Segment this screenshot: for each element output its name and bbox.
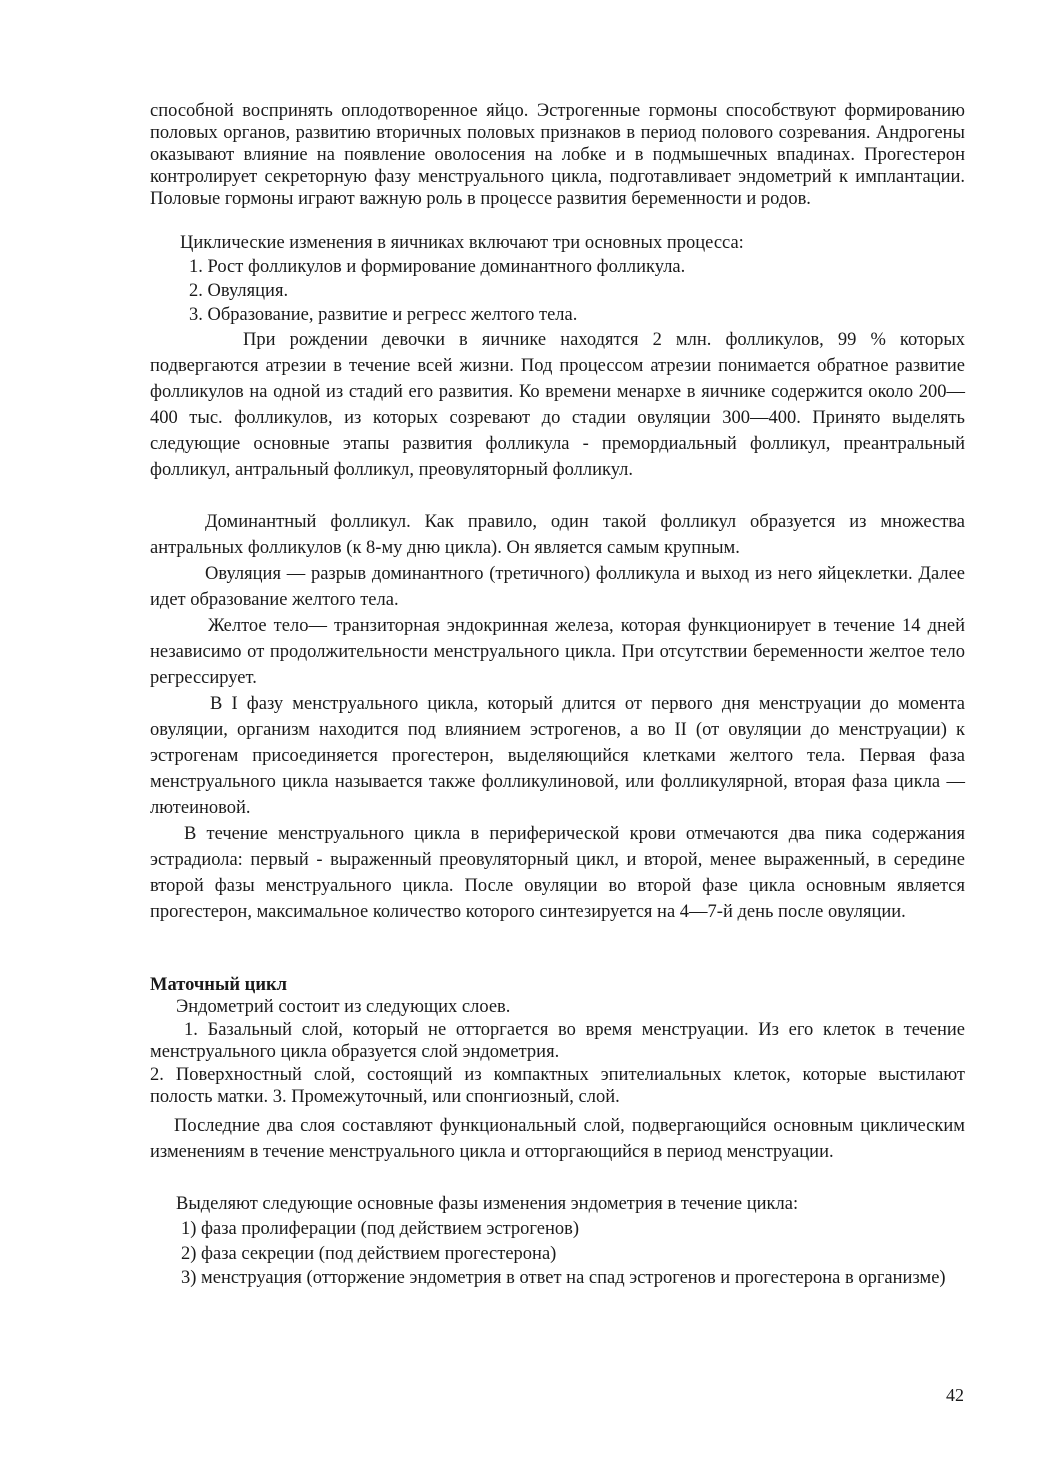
list-item-ovulation: 2. Овуляция. bbox=[189, 281, 289, 301]
paragraph-surface-layer: 2. Поверхностный слой, состоящий из компактных эпителиальных клеток, которые выстилают полость матки. 3. Промежуточный, или спонгиозный, слой. bbox=[150, 1065, 965, 1107]
paragraph-hormones: способной воспринять оплодотворенное яйцо. Эстрогенные гормоны способствуют формированию половых органов, развитию вторичных половых признаков в период полового созревания. Андрогены оказывают влияние на появление оволосения на лобке и в подмышечных впадинах. Прогестерон контролирует секреторную фазу менструального цикла, подготавливает эндометрий к имплантации. Половые гормоны играют важную роль в процессе развития беременности и родов. bbox=[150, 101, 965, 209]
page-number: 42 bbox=[946, 1385, 964, 1405]
list-item-menstruation: 3) менструация (отторжение эндометрия в ответ на спад эстрогенов и прогестерона в организме) bbox=[181, 1268, 946, 1288]
paragraph-cycle-phases: В I фазу менструального цикла, который длится от первого дня менструации до момента овуляции, организм находится под влиянием эстрогенов, а во II (от овуляции до менструации) к эстрогенам присоединяется прогестерон, выделяющийся клетками желтого тела. Первая фаза менструального цикла называется также фолликулиновой, или фолликулярной, вторая фаза цикла — лютеиновой. bbox=[150, 694, 965, 818]
paragraph-follicles-at-birth: При рождении девочки в яичнике находятся 2 млн. фолликулов, 99 % которых подвергаются атрезии в течение всей жизни. Под процессом атрезии понимается обратное развитие фолликулов на одной из стадий его развития. Ко времени менархе в яичнике содержится около 200—400 тыс. фолликулов, из которых созревают до стадии овуляции 300—400. Принято выделять следующие основные этапы развития фолликула - премордиальный фолликул, преантральный фолликул, антральный фолликул, преовуляторный фолликул. bbox=[150, 330, 965, 480]
list-item-proliferation: 1) фаза пролиферации (под действием эстрогенов) bbox=[181, 1219, 580, 1239]
list-item-follicle-growth: 1. Рост фолликулов и формирование доминантного фолликула. bbox=[189, 257, 686, 277]
paragraph-dominant-follicle: Доминантный фолликул. Как правило, один такой фолликул образуется из множества антральных фолликулов (к 8-му дню цикла). Он является самым крупным. bbox=[150, 512, 965, 558]
paragraph-ovarian-cycle-intro: Циклические изменения в яичниках включают три основных процесса: bbox=[180, 233, 744, 253]
paragraph-endometrium-phases-intro: Выделяют следующие основные фазы изменения эндометрия в течение цикла: bbox=[176, 1194, 799, 1214]
list-item-secretion: 2) фаза секреции (под действием прогестерона) bbox=[181, 1244, 557, 1264]
paragraph-ovulation: Овуляция — разрыв доминантного (третичного) фолликула и выход из него яйцеклетки. Далее идет образование желтого тела. bbox=[150, 564, 965, 610]
section-heading-uterine-cycle: Маточный цикл bbox=[150, 975, 288, 995]
paragraph-estradiol-peaks: В течение менструального цикла в периферической крови отмечаются два пика содержания эстрадиола: первый - выраженный преовуляторный цикл, и второй, менее выраженный, в середине второй фазы менструального цикла. После овуляции во второй фазе цикла основным является прогестерон, максимальное количество которого синтезируется на 4—7-й день после овуляции. bbox=[150, 824, 965, 922]
paragraph-endometrium-layers: Эндометрий состоит из следующих слоев. bbox=[176, 997, 511, 1017]
list-item-corpus-luteum: 3. Образование, развитие и регресс желтого тела. bbox=[189, 305, 578, 325]
paragraph-corpus-luteum: Желтое тело— транзиторная эндокринная железа, которая функционирует в течение 14 дней независимо от продолжительности менструального цикла. При отсутствии беременности желтое тело регрессирует. bbox=[150, 616, 965, 688]
paragraph-functional-layer: Последние два слоя составляют функциональный слой, подвергающийся основным циклическим изменениям в течение менструального цикла и отторгающийся в период менструации. bbox=[150, 1116, 965, 1162]
paragraph-basal-layer: 1. Базальный слой, который не отторгается во время менструации. Из его клеток в течение менструального цикла образуется слой эндометрия. bbox=[150, 1020, 965, 1062]
